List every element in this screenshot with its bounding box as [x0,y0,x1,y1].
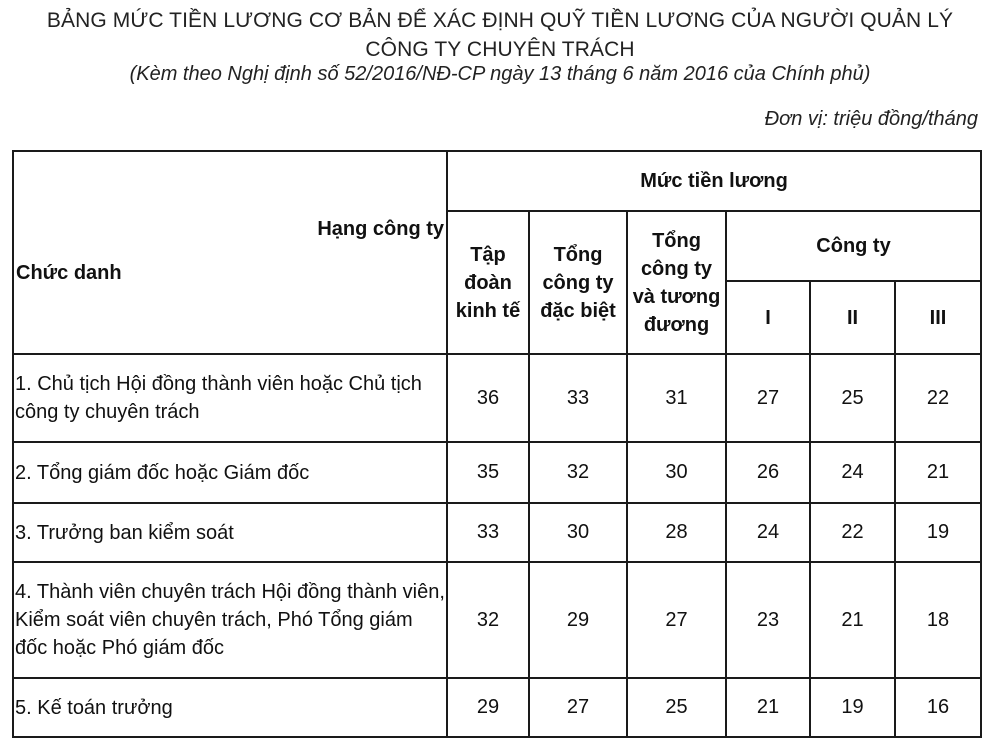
title-line-2: CÔNG TY CHUYÊN TRÁCH [365,38,635,61]
header-col-tong-cty-dac-biet: Tổng công ty đặc biệt [529,211,627,354]
row-title: 4. Thành viên chuyên trách Hội đồng thành viên, Kiểm soát viên chuyên trách, Phó Tổng giám đốc hoặc Phó giám đốc [13,562,447,678]
table-row [13,562,981,678]
header-col-i: I [726,281,810,354]
cell-value: 21 [810,562,895,678]
document-title [0,6,1000,64]
cell-value: 32 [447,562,529,678]
cell-value: 27 [627,562,726,678]
cell-value: 29 [529,562,627,678]
header-corner-cell [13,151,447,354]
cell-value: 22 [810,503,895,562]
cell-value: 25 [810,354,895,442]
header-position: Chức danh [16,262,122,284]
cell-value: 26 [726,442,810,503]
cell-value: 27 [529,678,627,737]
table-row [13,678,981,737]
title-line-1: BẢNG MỨC TIỀN LƯƠNG CƠ BẢN ĐỂ XÁC ĐỊNH QUỸ TIỀN LƯƠNG CỦA NGƯỜI QUẢN LÝ [46,9,954,32]
unit-note: Đơn vị: triệu đồng/tháng [764,108,978,130]
cell-value: 24 [726,503,810,562]
row-title: 2. Tổng giám đốc hoặc Giám đốc [13,442,447,503]
header-col-iii: III [895,281,981,354]
cell-value: 22 [895,354,981,442]
cell-value: 16 [895,678,981,737]
cell-value: 36 [447,354,529,442]
cell-value: 30 [529,503,627,562]
header-col-tap-doan: Tập đoàn kinh tế [447,211,529,354]
cell-value: 25 [627,678,726,737]
header-salary-group: Mức tiền lương [447,151,981,211]
cell-value: 29 [447,678,529,737]
table-row [13,354,981,442]
cell-value: 28 [627,503,726,562]
cell-value: 21 [726,678,810,737]
cell-value: 35 [447,442,529,503]
cell-value: 23 [726,562,810,678]
cell-value: 31 [627,354,726,442]
table-row [13,503,981,562]
cell-value: 32 [529,442,627,503]
header-col-tong-cty-tuong-duong: Tổng công ty và tương đương [627,211,726,354]
header-row-1 [13,151,981,211]
cell-value: 24 [810,442,895,503]
cell-value: 18 [895,562,981,678]
document-subtitle: (Kèm theo Nghị định số 52/2016/NĐ-CP ngày 13 tháng 6 năm 2016 của Chính phủ) [129,63,871,85]
cell-value: 27 [726,354,810,442]
cell-value: 21 [895,442,981,503]
row-title: 5. Kế toán trưởng [13,678,447,737]
cell-value: 30 [627,442,726,503]
table-row [13,442,981,503]
cell-value: 19 [810,678,895,737]
cell-value: 33 [447,503,529,562]
row-title: 3. Trưởng ban kiểm soát [13,503,447,562]
salary-table [12,150,982,738]
cell-value: 33 [529,354,627,442]
cell-value: 19 [895,503,981,562]
header-cong-ty-group: Công ty [726,211,981,281]
header-col-ii: II [810,281,895,354]
header-company-rank: Hạng công ty [317,218,444,240]
row-title: 1. Chủ tịch Hội đồng thành viên hoặc Chủ tịch công ty chuyên trách [13,354,447,442]
